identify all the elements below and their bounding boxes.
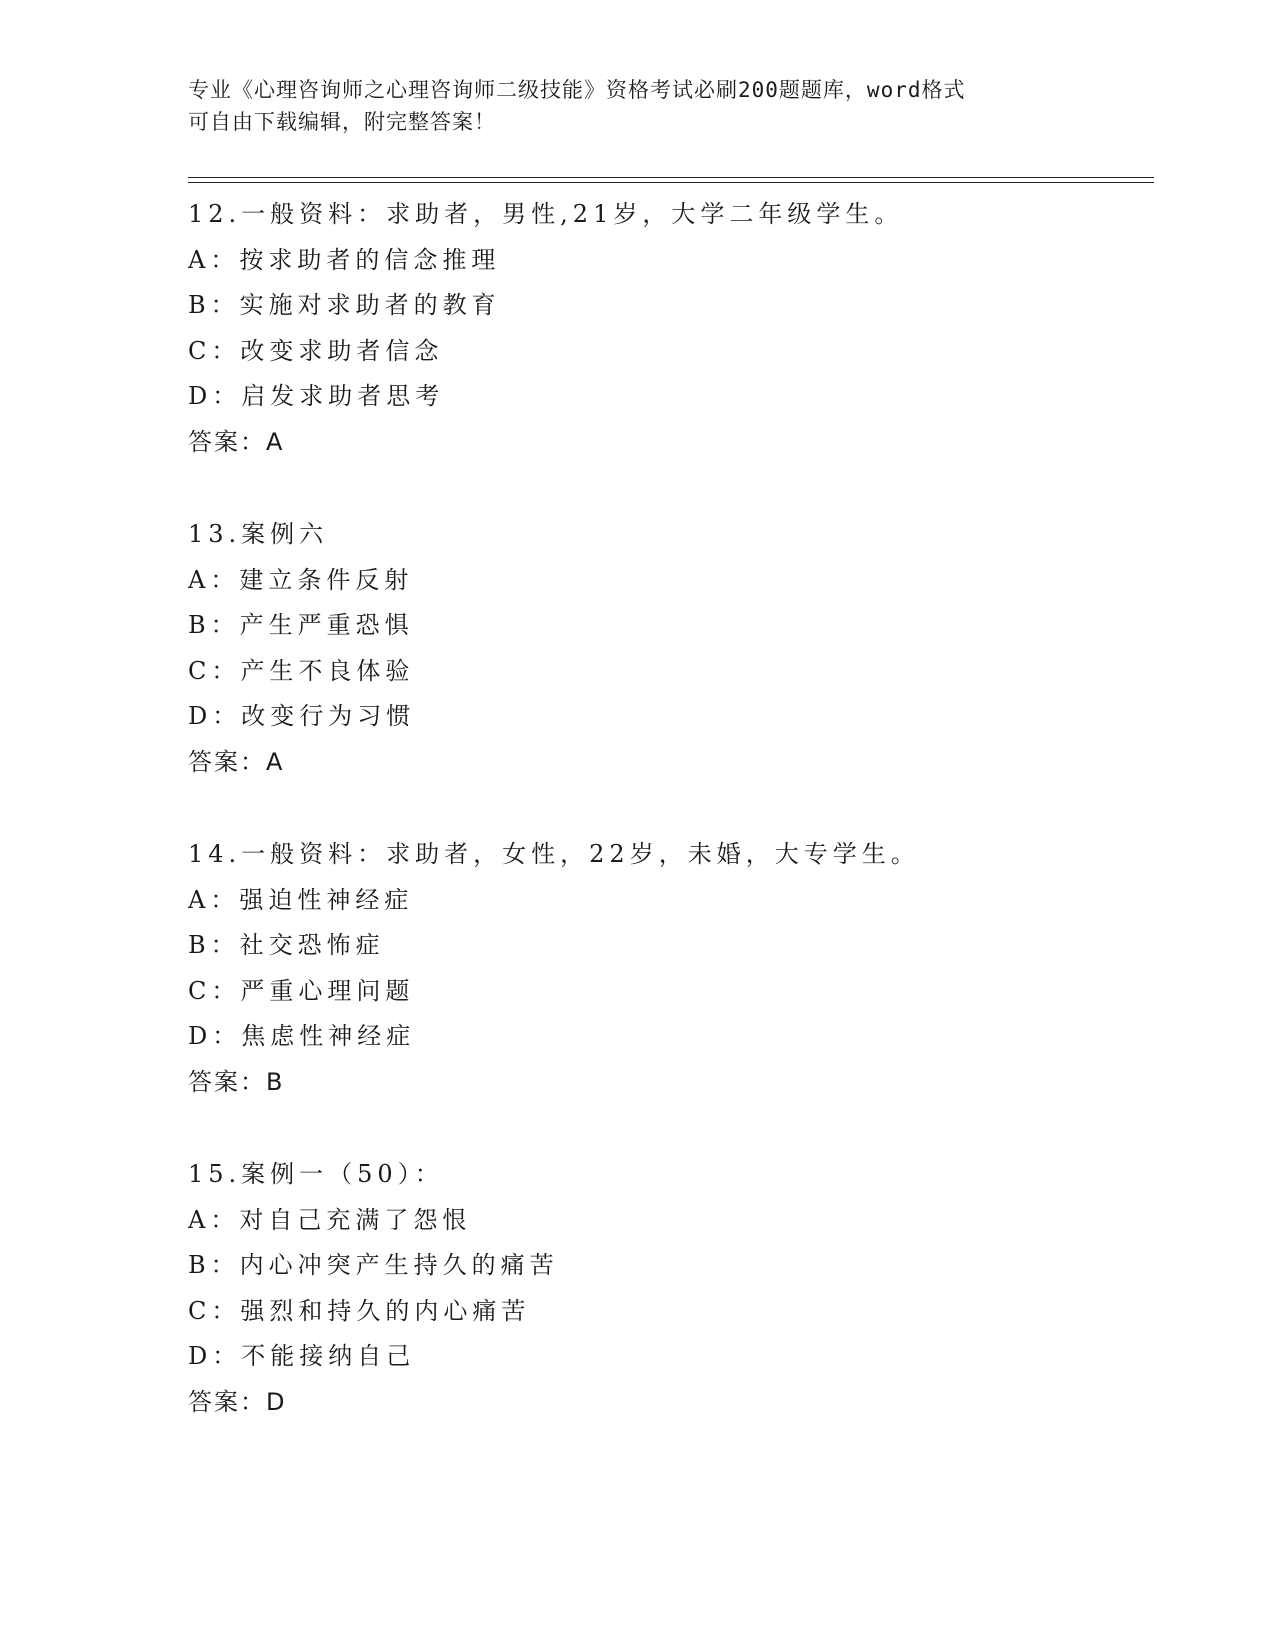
option-a: A：对自己充满了怨恨 xyxy=(188,1205,472,1234)
option-a: A：按求助者的信念推理 xyxy=(188,245,501,274)
question-list xyxy=(188,192,1148,1472)
option-d: D：焦虑性神经症 xyxy=(188,1022,416,1050)
option-a: A：建立条件反射 xyxy=(188,565,414,594)
option-b: B：实施对求助者的教育 xyxy=(188,291,501,319)
option-c: C：严重心理问题 xyxy=(188,976,415,1005)
option-d: D：改变行为习惯 xyxy=(188,702,416,730)
header-line-1: 专业《心理咨询师之心理咨询师二级技能》资格考试必刷200题题库，word格式 xyxy=(188,78,966,102)
question-15 xyxy=(188,1152,1148,1472)
answer: 答案：A xyxy=(188,427,285,456)
document-header xyxy=(188,74,1088,138)
header-line-2: 可自由下载编辑，附完整答案！ xyxy=(188,110,496,134)
question-stem: 15.案例一（50）： xyxy=(188,1160,444,1188)
header-divider-top xyxy=(188,177,1154,178)
question-stem: 13.案例六 xyxy=(188,520,329,548)
answer: 答案：B xyxy=(188,1067,285,1096)
option-b: B：内心冲突产生持久的痛苦 xyxy=(188,1251,559,1279)
answer: 答案：D xyxy=(188,1387,287,1416)
option-b: B：社交恐怖症 xyxy=(188,931,385,959)
option-a: A：强迫性神经症 xyxy=(188,885,414,914)
header-divider-bottom xyxy=(188,182,1154,183)
answer: 答案：A xyxy=(188,747,285,776)
option-c: C：强烈和持久的内心痛苦 xyxy=(188,1296,531,1325)
question-12 xyxy=(188,192,1148,512)
option-c: C：改变求助者信念 xyxy=(188,336,444,365)
question-13 xyxy=(188,512,1148,832)
question-stem: 12.一般资料：求助者，男性,21岁，大学二年级学生。 xyxy=(188,200,904,228)
question-14 xyxy=(188,832,1148,1152)
option-c: C：产生不良体验 xyxy=(188,656,415,685)
option-b: B：产生严重恐惧 xyxy=(188,611,414,639)
question-stem: 14.一般资料：求助者，女性，22岁，未婚，大专学生。 xyxy=(188,840,920,868)
option-d: D：不能接纳自己 xyxy=(188,1342,416,1370)
option-d: D：启发求助者思考 xyxy=(188,382,445,410)
